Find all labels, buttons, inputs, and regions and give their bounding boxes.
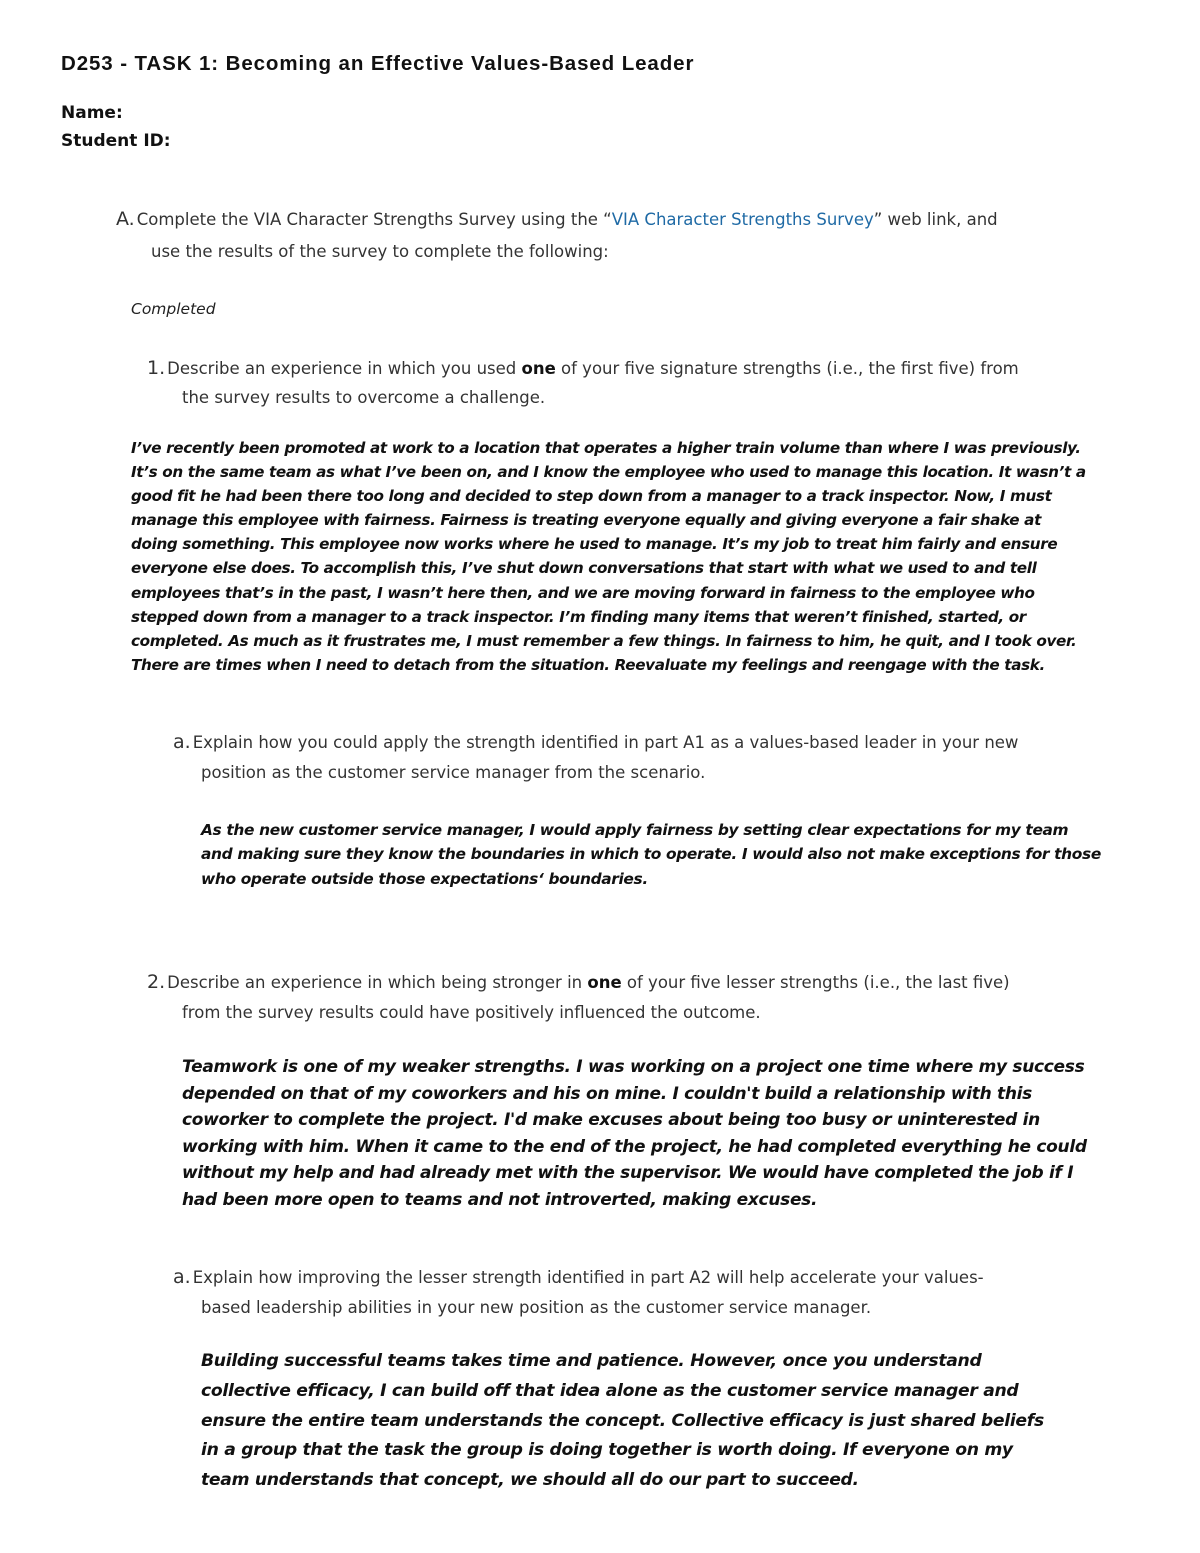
q1-prompt-line2: the survey results to overcome a challenge. — [182, 388, 546, 407]
section-a-marker: A. — [116, 208, 135, 230]
q2-answer: Teamwork is one of my weaker strengths. I was working on a project one time where my success depended on that of my coworkers and his on mine. I couldn't build a relationship with this coworker to complete the project. I'd make excuses about being too busy or uninterested in working with him. When it came to the end of the project, he had completed everything he could without my help and had already met with the supervisor. We would have completed the job if I had been more open to teams and not introverted, making excuses. — [182, 1057, 1087, 1210]
q2-bold-one: one — [587, 973, 622, 992]
q1a-prompt-line2: position as the customer service manager from the scenario. — [201, 763, 706, 782]
section-a-prompt — [116, 205, 998, 234]
q1-text-2: of your five signature strengths (i.e., the first five) from — [555, 359, 1019, 378]
q2-text-1: Describe an experience in which being stronger in — [167, 973, 588, 992]
completed-status: Completed — [131, 300, 216, 318]
q1-marker: 1. — [147, 357, 166, 379]
q1a-marker: a. — [173, 731, 191, 753]
q1-bold-one: one — [521, 359, 556, 378]
q2a-prompt — [173, 1263, 984, 1292]
q1a-prompt — [173, 728, 1018, 757]
student-id-label: Student ID: — [61, 131, 171, 151]
document-title: D253 - TASK 1: Becoming an Effective Values-Based Leader — [61, 52, 695, 75]
q2-prompt — [147, 968, 1010, 997]
q1-answer: I’ve recently been promoted at work to a location that operates a higher train volume than where I was previously. It’s on the same team as what I’ve been on, and I know the employee who used to manage this location. It wasn’t a good fit he had been there too long and decided to step down from a manager to a track inspector. Now, I must manage this employee with fairness. Fairness is treating everyone equally and giving everyone a fair shake at doing something. This employee now works where he used to manage. It’s my job to treat him fairly and ensure everyone else does. To accomplish this, I’ve shut down conversations that start with what we used to and tell employees that’s in the past, I wasn’t here then, and we are moving forward in fairness to the employee who stepped down from a manager to a track inspector. I’m finding many items that weren’t finished, started, or completed. As much as it frustrates me, I must remember a few things. In fairness to him, he quit, and I took over. There are times when I need to detach from the situation. Reevaluate my feelings and reengage with the task. — [131, 439, 1086, 674]
q1a-text: Explain how you could apply the strength identified in part A1 as a values-based leader in your new — [192, 733, 1019, 752]
q2-text-2: of your five lesser strengths (i.e., the last five) — [621, 973, 1010, 992]
via-survey-link[interactable]: VIA Character Strengths Survey — [611, 210, 874, 229]
q1-text-1: Describe an experience in which you used — [167, 359, 522, 378]
q2a-marker: a. — [173, 1266, 191, 1288]
q2-prompt-line2: from the survey results could have positively influenced the outcome. — [182, 1003, 761, 1022]
q1a-answer: As the new customer service manager, I would apply fairness by setting clear expectations for my team and making sure they know the boundaries in which to operate. I would also not make exceptions for those who operate outside those expectations‘ boundaries. — [201, 821, 1101, 888]
q2-marker: 2. — [147, 971, 166, 993]
q2a-text: Explain how improving the lesser strength identified in part A2 will help accelerate your values- — [192, 1268, 984, 1287]
q2a-answer: Building successful teams takes time and patience. However, once you understand collective efficacy, I can build off that idea alone as the customer service manager and ensure the entire team understands the concept. Collective efficacy is just shared beliefs in a group that the task the group is doing together is worth doing. If everyone on my team understands that concept, we should all do our part to succeed. — [201, 1351, 1044, 1491]
section-a-prompt-line2: use the results of the survey to complete the following: — [151, 242, 609, 261]
section-a-text-2: ” web link, and — [873, 210, 998, 229]
q1-prompt — [147, 354, 1019, 383]
q2a-prompt-line2: based leadership abilities in your new position as the customer service manager. — [201, 1298, 872, 1317]
name-label: Name: — [61, 103, 123, 123]
section-a-text-1: Complete the VIA Character Strengths Survey using the “ — [136, 210, 612, 229]
